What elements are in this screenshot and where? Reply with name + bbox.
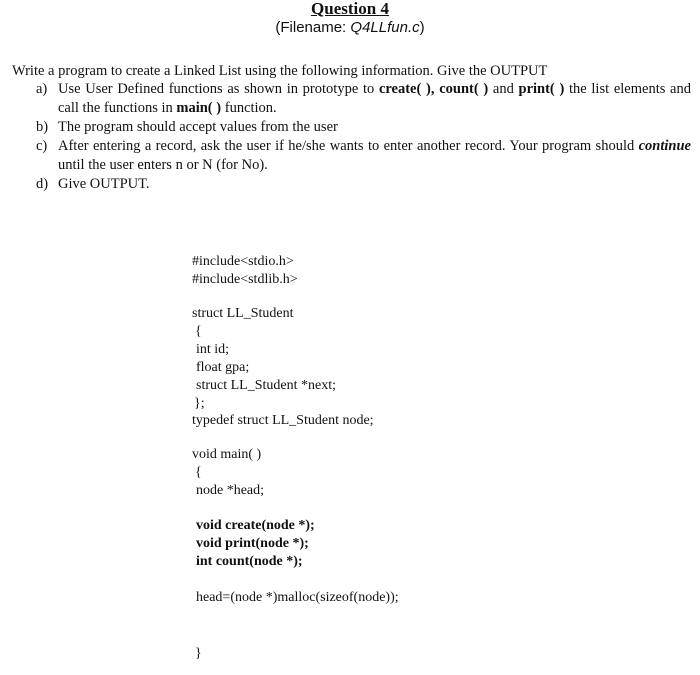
item-marker: b) [36,119,49,135]
item-text: After entering a record, ask the user if he/she wants to enter another record. Your program should continue until the user enters n or N (for No). [58,138,691,173]
question-title: Question 4 [311,0,389,18]
item-marker: d) [36,176,49,192]
filename-line [0,18,700,38]
item-marker: a) [36,81,48,97]
intro-text: Write a program to create a Linked List using the following information. Give the OUTPUT [12,63,548,79]
list-item-d [36,175,691,194]
code-line-next: struct LL_Student *next; [196,378,336,393]
code-line-gpa: float gpa; [196,360,250,375]
code-line-head-decl: node *head; [196,483,265,498]
item-text: The program should accept values from the user [58,119,338,135]
item-text: Use User Defined functions as shown in prototype to create( ), count( ) and print( ) the list elements and call the functions in main( ) function. [58,81,691,116]
code-line-main-close: } [195,646,202,661]
list-item-b [36,118,691,137]
code-line-create-proto: void create(node *); [196,518,315,533]
list-item-c [36,137,691,175]
item-marker: c) [36,138,48,154]
code-line-print-proto: void print(node *); [196,536,309,551]
code-line-main: void main( ) [192,447,262,462]
item-text: Give OUTPUT. [58,176,150,192]
code-line-include-stdlib: #include<stdlib.h> [192,272,298,287]
requirements-list [36,80,691,194]
filename-close: ) [419,19,425,36]
code-line-malloc: head=(node *)malloc(sizeof(node)); [196,590,399,605]
code-line-struct: struct LL_Student [192,306,294,321]
code-line-typedef: typedef struct LL_Student node; [192,413,374,428]
list-item-a [36,80,691,118]
filename-label: (Filename: [275,19,351,36]
code-line-close-brace: }; [194,396,205,411]
code-line-open-brace: { [195,324,202,339]
code-line-count-proto: int count(node *); [196,554,303,569]
code-line-main-open: { [195,465,202,480]
code-line-id: int id; [196,342,230,357]
code-line-include-stdio: #include<stdio.h> [192,254,294,269]
filename: Q4LLfun.c [350,19,420,36]
